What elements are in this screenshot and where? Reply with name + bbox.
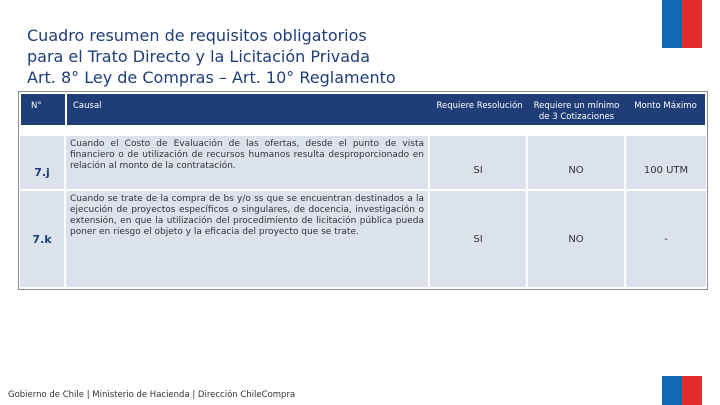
row-cotizaciones: NO [568,233,584,245]
header-cotizaciones: Requiere un mínimo de 3 Cotizaciones [533,101,620,122]
row-causal: Cuando el Costo de Evaluación de las ofertas, desde el punto de vista financiero o de utilización de recursos humanos resulta desproporcionado en relación al monto de la contratación. [70,139,424,171]
row-monto: 100 UTM [643,165,689,176]
flag-blue-stripe [662,376,682,405]
header-num: N° [31,101,42,111]
header-causal: Causal [73,101,102,111]
row-resolucion: SI [473,233,483,245]
flag-blue-stripe [662,0,682,48]
slide-title [27,25,627,88]
row-monto: - [664,233,668,245]
row-num: 7.j [34,166,50,179]
header-monto: Monto Máximo [634,101,697,111]
row-causal: Cuando se trate de la compra de bs y/o ss que se encuentran destinados a la ejecución de proyectos específicos o singulares, de docencia, investigación o extensión, en que la utilización del procedimiento de licitación pública pueda poner en riesgo el objeto y la eficacia del proyecto que se trate. [70,194,424,237]
title-line-3: Art. 8° Ley de Compras – Art. 10° Reglamento [27,68,396,87]
footer-text: Gobierno de Chile | Ministerio de Hacienda | Dirección ChileCompra [8,390,296,400]
row-num: 7.k [32,232,52,246]
title-line-2: para el Trato Directo y la Licitación Privada [27,47,370,66]
title-line-1: Cuadro resumen de requisitos obligatorios [27,26,367,45]
flag-red-stripe [682,376,702,405]
table-header-row [21,94,705,125]
chile-flag-stripe-top [662,0,702,48]
row-cotizaciones: NO [568,165,584,176]
table-row [20,136,706,189]
header-resolucion: Requiere Resolución [436,101,523,111]
chile-flag-stripe-bottom [662,376,702,405]
table-row [20,191,706,287]
row-resolucion: SI [473,165,483,176]
flag-red-stripe [682,0,702,48]
